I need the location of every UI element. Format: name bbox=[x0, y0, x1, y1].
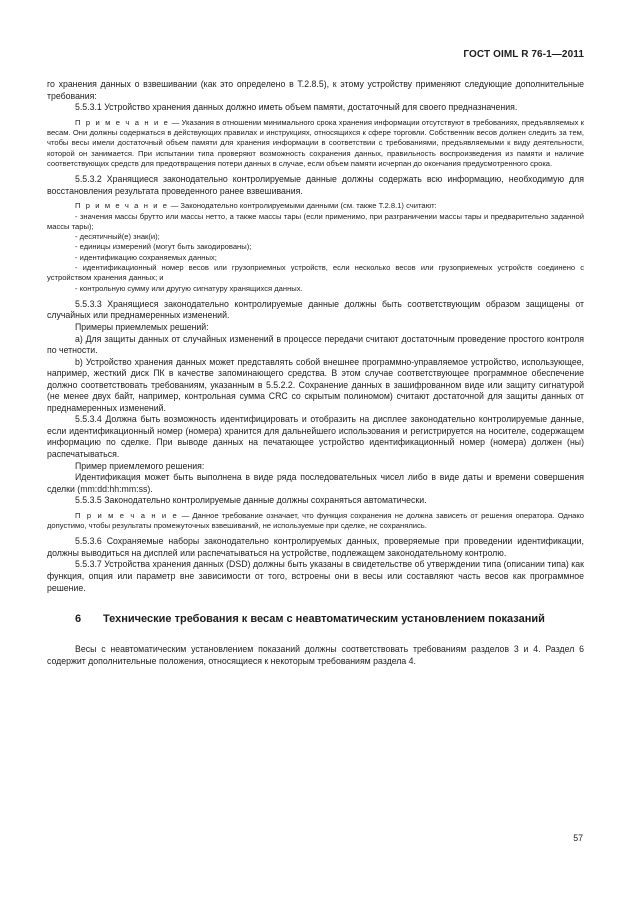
clause-5-5-3-4: 5.5.3.4 Должна быть возможность идентифицировать и отобразить на дисплее законодательно контролируемые данные, если идентификационный номер (номера) хранится для дальнейшего использования и регистрируется на носителе, содержащем информацию по сделке. При выводе данных на печатающее устройство идентификационный номер (номера) должен (ны) распечатываться. bbox=[47, 414, 584, 459]
example-heading: Пример приемлемого решения: bbox=[75, 460, 205, 471]
document-body bbox=[47, 79, 584, 667]
clause-5-5-3-2: 5.5.3.2 Хранящиеся законодательно контролируемые данные должны содержать всю информацию, необходимую для восстановления результата проведенного ранее взвешивания. bbox=[47, 174, 584, 196]
note-label: П р и м е ч а н и е bbox=[75, 117, 170, 127]
note-text: — Данное требование означает, что функция сохранения не должна зависеть от решения оператора. Однако допустимо, чтобы результаты промежуточных взвешиваний, не используемые при сделке, не сохранялись. bbox=[47, 510, 585, 531]
list-item: - значения массы брутто или массы нетто, а также массы тары (если применимо, при разграничении массы тары и предварительно заданной массы тары); bbox=[47, 211, 584, 231]
page-number: 57 bbox=[573, 833, 583, 843]
note-text: — Законодательно контролируемыми данными (см. также Т.2.8.1) считают: bbox=[168, 201, 437, 211]
list-item: - идентификацию сохраняемых данных; bbox=[75, 252, 217, 262]
list-item: - контрольную сумму или другую сигнатуру хранящихся данных. bbox=[75, 283, 303, 293]
document-code-header: ГОСТ OIML R 76-1—2011 bbox=[463, 49, 584, 60]
clause-5-5-3-3: 5.5.3.3 Хранящиеся законодательно контролируемые данные должны быть соответствующим образом защищены от случайных или преднамеренных изменений. bbox=[47, 298, 584, 321]
note-text: — Указания в отношении минимального срока хранения информации отсутствуют в требованиях, предъявляемых к весам. Они должны содержаться в действующих правилах и инструкциях, относящихся к сфере торговли. Собственник весов должен следить за тем, чтобы весы имели достаточный объем памяти для хранения информации в соответствии с требованиями, предъявляемыми к виду деятельности, которой он занимается. При испытании типа проверяют возможность сохранения данных, правильность воспроизведения из памяти и наличие соответствующих средств для предотвращения потери данных в случае, если объем памяти исчерпан до окончания предусмотренного срока. bbox=[47, 117, 585, 168]
section-6-text: Весы с неавтоматическим установлением показаний должны соответствовать требованиям разделов 3 и 4. Раздел 6 содержит дополнительные положения, относящиеся к некоторым требованиям раздела 4. bbox=[47, 644, 584, 666]
note-2 bbox=[47, 201, 584, 294]
list-item: - десятичный(е) знак(и); bbox=[75, 232, 160, 242]
note-1 bbox=[47, 118, 584, 169]
section-number: 6 bbox=[75, 613, 82, 626]
identification-text: Идентификация может быть выполнена в виде ряда последовательных чисел либо в виде даты и времени совершения сделки (mm:dd:hh:mm:ss). bbox=[47, 472, 584, 494]
note-label: П р и м е ч а н и е bbox=[75, 201, 169, 211]
example-a: a) Для защиты данных от случайных изменений в процессе передачи считают достаточным проведение простого контроля по четности. bbox=[47, 333, 584, 356]
clause-5-5-3-6: 5.5.3.6 Сохраняемые наборы законодательно контролируемых данных, проверяемые при проведении идентификации, должны выводиться на дисплей или распечатываться на устройстве, подлежащем законодательному контролю. bbox=[47, 536, 584, 558]
clause-5-5-3-7: 5.5.3.7 Устройства хранения данных (DSD) должны быть указаны в свидетельстве об утверждении типа (описании типа) как функция, опция или параметр вне зависимости от того, встроены они в весы или составляют часть весов как программное решение. bbox=[47, 559, 584, 593]
list-item: - идентификационный номер весов или грузоприемных устройств, если несколько весов или грузоприемных устройств соединено с устройством хранения данных; и bbox=[47, 263, 584, 283]
section-title: Технические требования к весам с неавтоматическим установлением показаний bbox=[103, 613, 545, 626]
intro-paragraph: го хранения данных о взвешивании (как это определено в Т.2.8.5), к этому устройству применяют следующие дополнительные требования: bbox=[47, 79, 584, 101]
clause-5-5-3-1: 5.5.3.1 Устройство хранения данных должно иметь объем памяти, достаточный для своего предназначения. bbox=[75, 102, 518, 113]
note-3 bbox=[47, 511, 584, 532]
clause-5-5-3-5: 5.5.3.5 Законодательно контролируемые данные должны сохраняться автоматически. bbox=[75, 495, 427, 506]
list-item: - единицы измерений (могут быть закодированы); bbox=[75, 242, 252, 252]
examples-heading: Примеры приемлемых решений: bbox=[75, 321, 209, 332]
example-b: b) Устройство хранения данных может представлять собой внешнее программно-управляемое устройство, использующее, например, жесткий диск ПК в качестве запоминающего средства. В этом случае соответствующее программное обеспечение должно соответствовать требованиям, указанным в 5.5.2.2. Сохранение данных в зашифрованном виде или защиту сигнатурой (не менее двух байт, например, контрольная сумма CRC со скрытым полиномом) считают достаточной для защиты данных от преднамеренных изменений. bbox=[47, 356, 584, 413]
note-label: П р и м е ч а н и е bbox=[75, 510, 179, 520]
section-6-heading bbox=[47, 612, 584, 627]
